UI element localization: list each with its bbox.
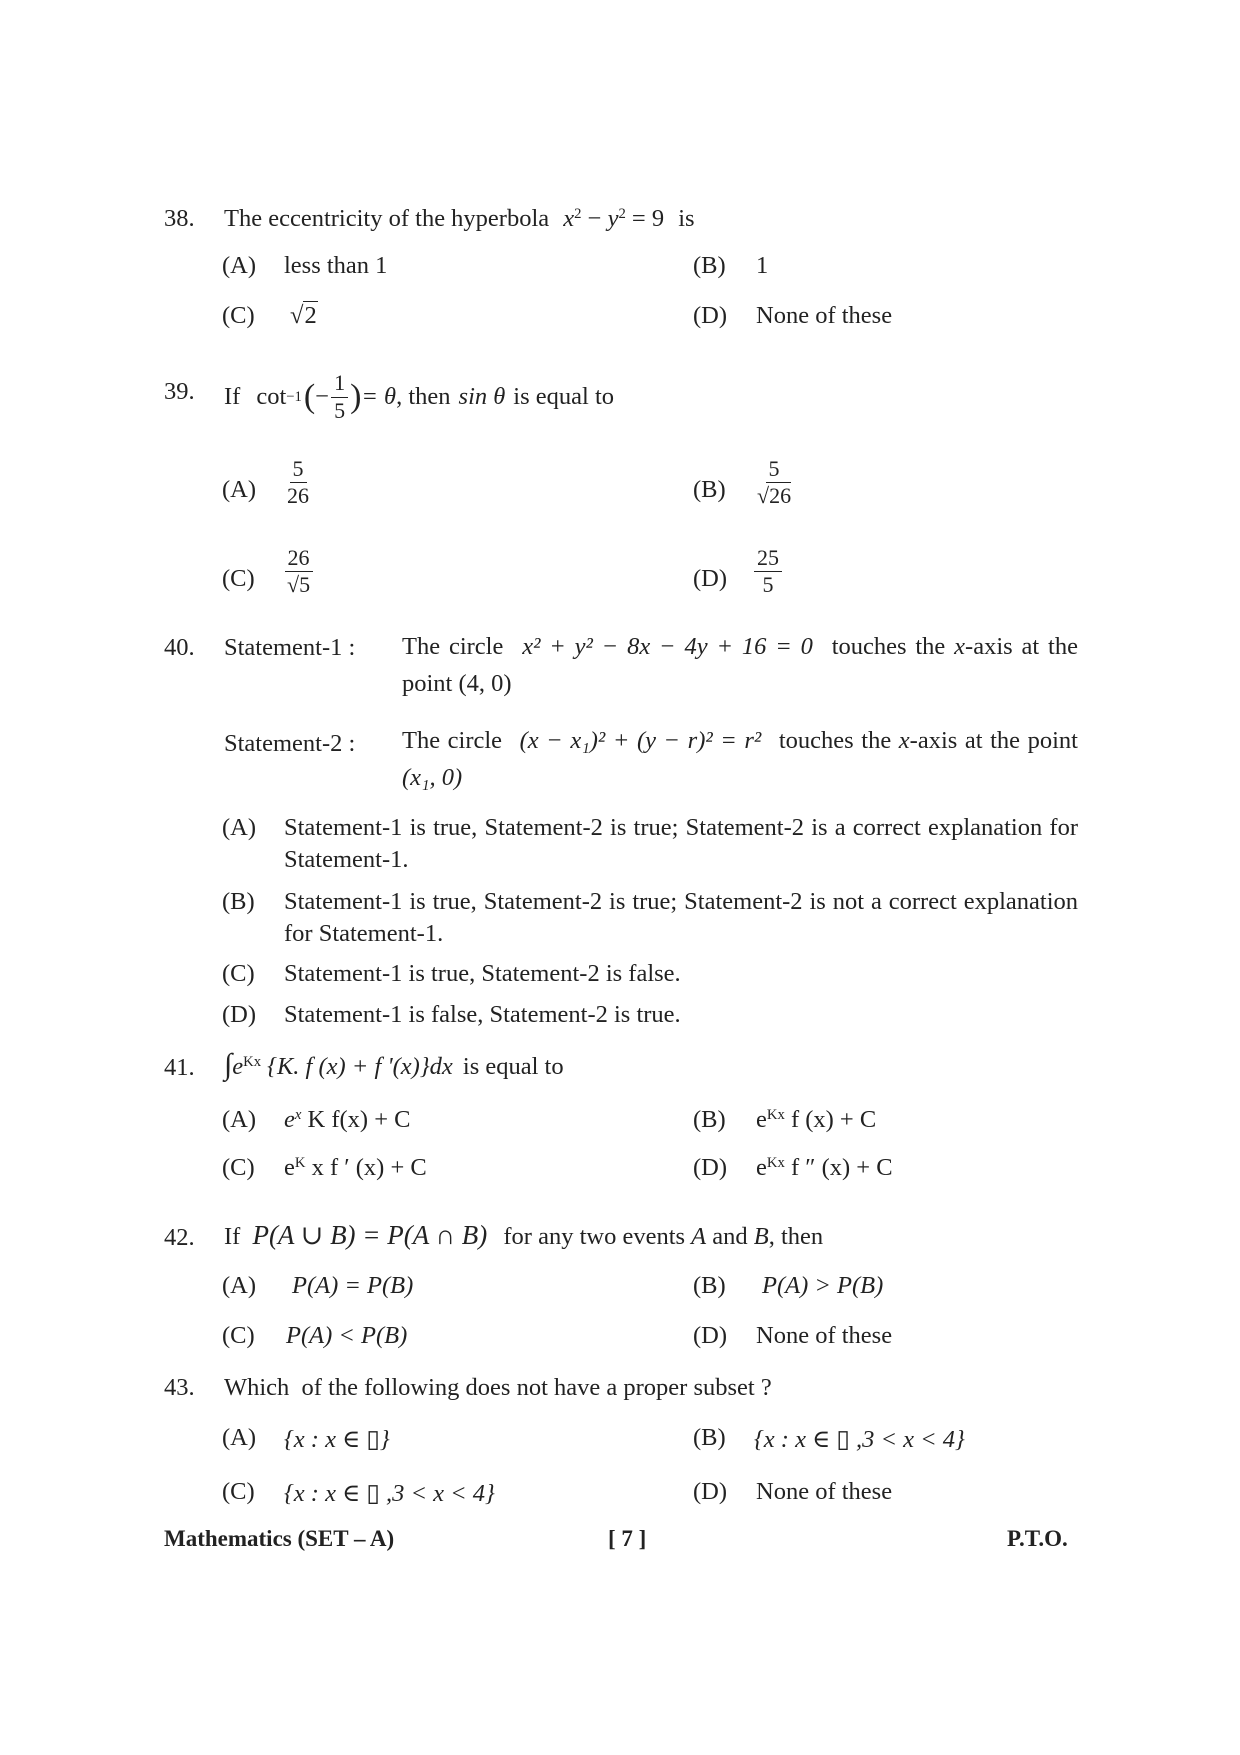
q38-option-d-label: (D) <box>693 302 728 329</box>
q41-e: e <box>232 1053 244 1080</box>
q39-number: 39. <box>164 378 195 405</box>
footer-subject: Mathematics (SET – A) <box>164 1526 395 1551</box>
q38-option-a: less than 1 <box>284 252 388 279</box>
q42-option-b: P(A) > P(B) <box>762 1272 884 1299</box>
q39-cot: cot <box>256 383 287 410</box>
q39-option-a <box>284 456 312 510</box>
q40-s2-text-b: touches the <box>778 727 892 754</box>
q38-number: 38. <box>164 205 195 232</box>
q38-stem: The eccentricity of the hyperbola $x^2 - y^2 = 9$ is <box>224 205 695 232</box>
q42-option-a: P(A) = P(B) <box>292 1272 414 1299</box>
q39-option-c-num: 26 <box>285 545 313 572</box>
q38-eq-rhs: = 9 <box>625 205 665 232</box>
q42-stem <box>224 1220 823 1251</box>
q42-a: A <box>691 1223 707 1250</box>
q43-option-d: None of these <box>756 1478 893 1505</box>
q41-option-b <box>756 1106 876 1134</box>
q43-stem: Which of the following does not have a proper subset ? <box>224 1374 772 1401</box>
q41-option-a-label: (A) <box>222 1106 257 1133</box>
q39-sin: sin θ <box>458 383 506 410</box>
q38-option-c: √2 <box>290 302 317 329</box>
q42-option-d-label: (D) <box>693 1322 728 1349</box>
q39-option-d-num: 25 <box>754 545 782 572</box>
q38-option-b-label: (B) <box>693 252 726 279</box>
q41-option-c-e: e <box>284 1154 295 1181</box>
q41-option-d-label: (D) <box>693 1154 728 1181</box>
q40-s2-text-c: -axis at the point <box>909 727 1078 754</box>
q40-option-a: Statement-1 is true, Statement-2 is true; Statement-2 is a correct explanation for Statement-1. <box>284 814 1078 873</box>
q43-option-b-label: (B) <box>693 1424 726 1451</box>
q41-text-end: is equal to <box>462 1053 564 1080</box>
q40-option-c-label: (C) <box>222 960 255 987</box>
q42-option-c: P(A) < P(B) <box>286 1322 408 1349</box>
q43-option-c: {x : x ∈ ▯ ,3 < x < 4} <box>284 1480 495 1507</box>
q40-s2-point: (x₁, 0) <box>402 764 463 791</box>
q40-statement1 <box>402 628 1078 702</box>
q39-option-a-label: (A) <box>222 476 257 503</box>
q38-text-end: is <box>678 205 695 232</box>
q42-option-c-label: (C) <box>222 1322 255 1349</box>
q39-eq-theta: = θ <box>361 383 397 410</box>
q39-option-b-num: 5 <box>766 456 783 483</box>
q41-option-a <box>284 1106 410 1134</box>
q41-body: {K. f (x) + f '(x)}dx <box>267 1053 453 1080</box>
q42-option-b-label: (B) <box>693 1272 726 1299</box>
q40-s2-text-a: The circle <box>402 727 503 754</box>
q38-eq-minus: − <box>581 205 608 232</box>
q40-option-b: Statement-1 is true, Statement-2 is true; Statement-2 is not a correct explanation for Statement-1. <box>284 888 1078 947</box>
q41-option-a-exp: x <box>294 1106 302 1123</box>
q40-option-c: Statement-1 is true, Statement-2 is false. <box>284 960 681 987</box>
q39-option-b-label: (B) <box>693 476 726 503</box>
q42-option-a-label: (A) <box>222 1272 257 1299</box>
q43-option-b: {x : x ∈ ▯ ,3 < x < 4} <box>754 1426 965 1453</box>
q38-option-c-label: (C) <box>222 302 255 329</box>
q42-and: and <box>712 1223 748 1250</box>
q39-text-if: If <box>224 383 241 410</box>
q38-option-d: None of these <box>756 302 893 329</box>
q40-s1-text-c: -axis at the point (4, 0) <box>402 633 1078 697</box>
q39-text-end: is equal to <box>513 383 615 410</box>
q40-option-d-label: (D) <box>222 1001 257 1028</box>
q40-s1-axis: x <box>954 633 966 660</box>
q39-stem: If cot −1 ( − $\frac{1}{5}$ ) = θ , then sin θ is equal to <box>224 370 615 423</box>
q38-eq-x: x <box>563 205 575 232</box>
q42-text-mid: for any two events <box>503 1223 686 1250</box>
q42-number: 42. <box>164 1224 195 1251</box>
q41-option-d-exp: Kx <box>766 1154 785 1171</box>
q39-option-d <box>754 545 782 599</box>
q41-integral: ∫ <box>224 1048 233 1081</box>
q40-s1-text-a: The circle <box>402 633 504 660</box>
q39-option-c-den: 5 <box>299 572 311 598</box>
q43-number: 43. <box>164 1374 195 1401</box>
q41-option-d-rest: f ″ (x) + C <box>784 1154 893 1181</box>
q39-option-d-den: 5 <box>762 572 774 598</box>
q41-option-b-e: e <box>756 1106 767 1133</box>
q41-option-a-rest: K f(x) + C <box>301 1106 411 1133</box>
q41-option-d <box>756 1154 893 1182</box>
q40-statement2 <box>402 722 1078 796</box>
q40-option-b-label: (B) <box>222 888 255 915</box>
q43-option-d-label: (D) <box>693 1478 728 1505</box>
q41-option-a-e: e <box>284 1106 295 1133</box>
q38-text: The eccentricity of the hyperbola <box>224 205 550 232</box>
q39-frac-den: 5 <box>334 397 346 423</box>
q39-text-then: , then <box>396 383 451 410</box>
q39-frac-num: 1 <box>331 370 348 397</box>
q38-option-a-label: (A) <box>222 252 257 279</box>
q39-option-c: $\frac{26}{√5}$ <box>284 545 313 599</box>
q41-option-c-exp: K <box>294 1154 306 1171</box>
q41-option-d-e: e <box>756 1154 767 1181</box>
q40-number: 40. <box>164 634 195 661</box>
q40-s1-eq: x² + y² − 8x − 4y + 16 = 0 <box>522 633 813 660</box>
q40-statement1-label: Statement-1 : <box>224 634 356 661</box>
q39-option-d-label: (D) <box>693 565 728 592</box>
q40-option-a-label: (A) <box>222 814 257 841</box>
q41-option-b-label: (B) <box>693 1106 726 1133</box>
q41-option-b-exp: Kx <box>766 1106 785 1123</box>
q42-b: B <box>753 1223 769 1250</box>
q39-option-a-den: 26 <box>287 483 309 509</box>
q43-option-c-label: (C) <box>222 1478 255 1505</box>
q41-option-c <box>284 1154 427 1182</box>
q41-option-c-rest: x f ′ (x) + C <box>305 1154 427 1181</box>
q39-minus: − <box>315 383 330 410</box>
q41-option-b-rest: f (x) + C <box>784 1106 877 1133</box>
q42-text-if: If <box>224 1223 241 1250</box>
footer-page-number: [ 7 ] <box>608 1526 647 1551</box>
q38-eq-y: y <box>607 205 619 232</box>
q40-option-d: Statement-1 is false, Statement-2 is true. <box>284 1001 681 1028</box>
q39-option-a-num: 5 <box>290 456 307 483</box>
footer-pto: P.T.O. <box>1007 1526 1068 1551</box>
q41-number: 41. <box>164 1054 195 1081</box>
q42-option-d: None of these <box>756 1322 893 1349</box>
q40-s2-axis: x <box>898 727 910 754</box>
q41-option-c-label: (C) <box>222 1154 255 1181</box>
q40-s1-text-b: touches the <box>831 633 946 660</box>
q38-option-c-radicand: 2 <box>304 302 317 329</box>
q39-option-c-label: (C) <box>222 565 255 592</box>
q42-text-end: , then <box>768 1223 824 1250</box>
q38-option-b: 1 <box>756 252 769 279</box>
q41-stem <box>224 1048 564 1082</box>
q40-s2-eq: (x − x₁)² + (y − r)² = r² <box>519 727 762 754</box>
q42-eq: P(A ∪ B) = P(A ∩ B) <box>252 1220 488 1250</box>
q43-option-a: {x : x ∈ ▯} <box>284 1426 390 1453</box>
q43-option-a-label: (A) <box>222 1424 257 1451</box>
q41-exp: Kx <box>243 1053 262 1070</box>
q39-option-b-den: 26 <box>769 483 792 509</box>
q40-statement2-label: Statement-2 : <box>224 730 356 757</box>
q39-option-b: $\frac{5}{√26}$ <box>757 456 792 509</box>
